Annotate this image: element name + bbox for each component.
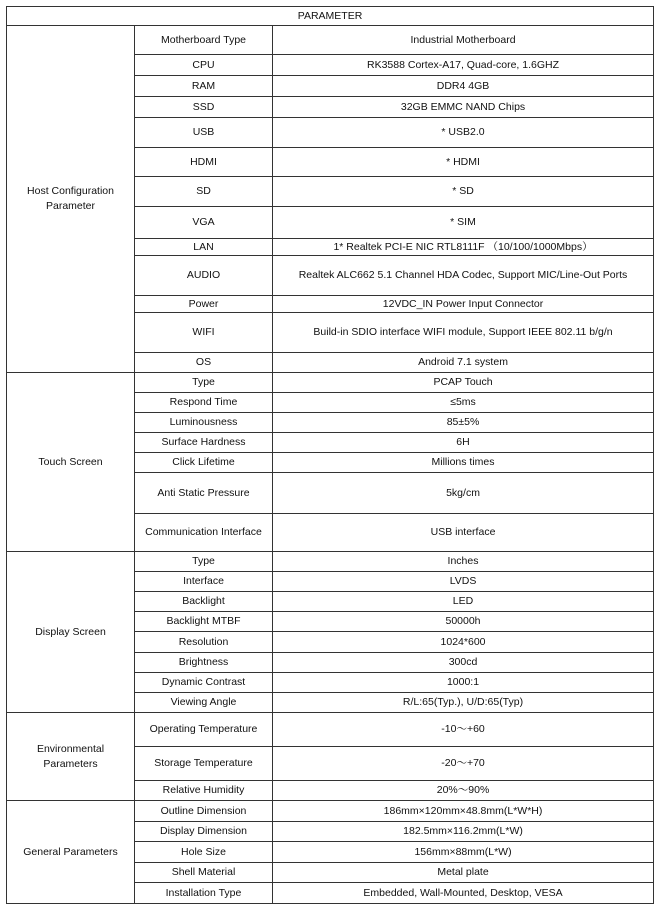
parameter-value: PCAP Touch bbox=[273, 373, 654, 393]
parameter-value: USB interface bbox=[273, 514, 654, 552]
parameter-value: * HDMI bbox=[273, 148, 654, 177]
group-label: Environmental Parameters bbox=[7, 713, 135, 801]
parameter-name: Type bbox=[135, 552, 273, 572]
parameter-value: DDR4 4GB bbox=[273, 76, 654, 97]
parameter-name: Brightness bbox=[135, 653, 273, 673]
parameter-table bbox=[6, 6, 654, 904]
parameter-value: RK3588 Cortex-A17, Quad-core, 1.6GHZ bbox=[273, 55, 654, 76]
parameter-name: Luminousness bbox=[135, 413, 273, 433]
parameter-name: Type bbox=[135, 373, 273, 393]
table-body bbox=[7, 26, 654, 904]
parameter-value: Realtek ALC662 5.1 Channel HDA Codec, Support MIC/Line-Out Ports bbox=[273, 256, 654, 296]
parameter-name: Resolution bbox=[135, 632, 273, 653]
group-label: Touch Screen bbox=[7, 373, 135, 552]
table-row bbox=[7, 801, 654, 822]
parameter-value: Embedded, Wall-Mounted, Desktop, VESA bbox=[273, 883, 654, 904]
parameter-value: LVDS bbox=[273, 572, 654, 592]
parameter-name: Backlight MTBF bbox=[135, 612, 273, 632]
parameter-name: Hole Size bbox=[135, 842, 273, 863]
parameter-value: 6H bbox=[273, 433, 654, 453]
parameter-name: Motherboard Type bbox=[135, 26, 273, 55]
parameter-value: Android 7.1 system bbox=[273, 353, 654, 373]
parameter-name: CPU bbox=[135, 55, 273, 76]
parameter-name: Viewing Angle bbox=[135, 693, 273, 713]
group-label: Host Configuration Parameter bbox=[7, 26, 135, 373]
parameter-value: Metal plate bbox=[273, 863, 654, 883]
parameter-value: 1024*600 bbox=[273, 632, 654, 653]
table-title-row bbox=[7, 7, 654, 26]
parameter-value: 1* Realtek PCI-E NIC RTL8111F （10/100/1000Mbps） bbox=[273, 239, 654, 256]
parameter-name: WIFI bbox=[135, 313, 273, 353]
parameter-value: * SIM bbox=[273, 207, 654, 239]
parameter-value: 12VDC_IN Power Input Connector bbox=[273, 296, 654, 313]
parameter-value: R/L:65(Typ.), U/D:65(Typ) bbox=[273, 693, 654, 713]
parameter-name: Dynamic Contrast bbox=[135, 673, 273, 693]
parameter-value: * USB2.0 bbox=[273, 118, 654, 148]
parameter-name: Respond Time bbox=[135, 393, 273, 413]
parameter-name: Communication Interface bbox=[135, 514, 273, 552]
parameter-name: Outline Dimension bbox=[135, 801, 273, 822]
parameter-name: VGA bbox=[135, 207, 273, 239]
parameter-name: Storage Temperature bbox=[135, 747, 273, 781]
parameter-name: SD bbox=[135, 177, 273, 207]
table-row bbox=[7, 26, 654, 55]
table-row bbox=[7, 373, 654, 393]
parameter-name: USB bbox=[135, 118, 273, 148]
parameter-name: Interface bbox=[135, 572, 273, 592]
parameter-name: OS bbox=[135, 353, 273, 373]
parameter-value: 5kg/cm bbox=[273, 473, 654, 514]
parameter-value: 50000h bbox=[273, 612, 654, 632]
table-row bbox=[7, 713, 654, 747]
parameter-name: Surface Hardness bbox=[135, 433, 273, 453]
parameter-name: RAM bbox=[135, 76, 273, 97]
parameter-name: Installation Type bbox=[135, 883, 273, 904]
parameter-name: Anti Static Pressure bbox=[135, 473, 273, 514]
parameter-value: Build-in SDIO interface WIFI module, Support IEEE 802.11 b/g/n bbox=[273, 313, 654, 353]
parameter-name: Shell Material bbox=[135, 863, 273, 883]
parameter-value: 20%～90% bbox=[273, 781, 654, 801]
parameter-value: 1000:1 bbox=[273, 673, 654, 693]
parameter-value: * SD bbox=[273, 177, 654, 207]
parameter-value: 85±5% bbox=[273, 413, 654, 433]
parameter-value: Industrial Motherboard bbox=[273, 26, 654, 55]
table-title: PARAMETER bbox=[7, 7, 654, 26]
parameter-name: HDMI bbox=[135, 148, 273, 177]
parameter-value: 156mm×88mm(L*W) bbox=[273, 842, 654, 863]
parameter-value: ≤5ms bbox=[273, 393, 654, 413]
parameter-value: 186mm×120mm×48.8mm(L*W*H) bbox=[273, 801, 654, 822]
parameter-name: Power bbox=[135, 296, 273, 313]
table-row bbox=[7, 552, 654, 572]
parameter-name: Operating Temperature bbox=[135, 713, 273, 747]
parameter-value: 300cd bbox=[273, 653, 654, 673]
parameter-value: LED bbox=[273, 592, 654, 612]
parameter-name: Relative Humidity bbox=[135, 781, 273, 801]
parameter-name: Click Lifetime bbox=[135, 453, 273, 473]
parameter-name: Backlight bbox=[135, 592, 273, 612]
parameter-value: Inches bbox=[273, 552, 654, 572]
parameter-name: LAN bbox=[135, 239, 273, 256]
parameter-name: AUDIO bbox=[135, 256, 273, 296]
parameter-value: -10～+60 bbox=[273, 713, 654, 747]
group-label: Display Screen bbox=[7, 552, 135, 713]
parameter-value: -20～+70 bbox=[273, 747, 654, 781]
parameter-value: 182.5mm×116.2mm(L*W) bbox=[273, 822, 654, 842]
parameter-name: SSD bbox=[135, 97, 273, 118]
parameter-name: Display Dimension bbox=[135, 822, 273, 842]
parameter-value: Millions times bbox=[273, 453, 654, 473]
parameter-value: 32GB EMMC NAND Chips bbox=[273, 97, 654, 118]
group-label: General Parameters bbox=[7, 801, 135, 904]
